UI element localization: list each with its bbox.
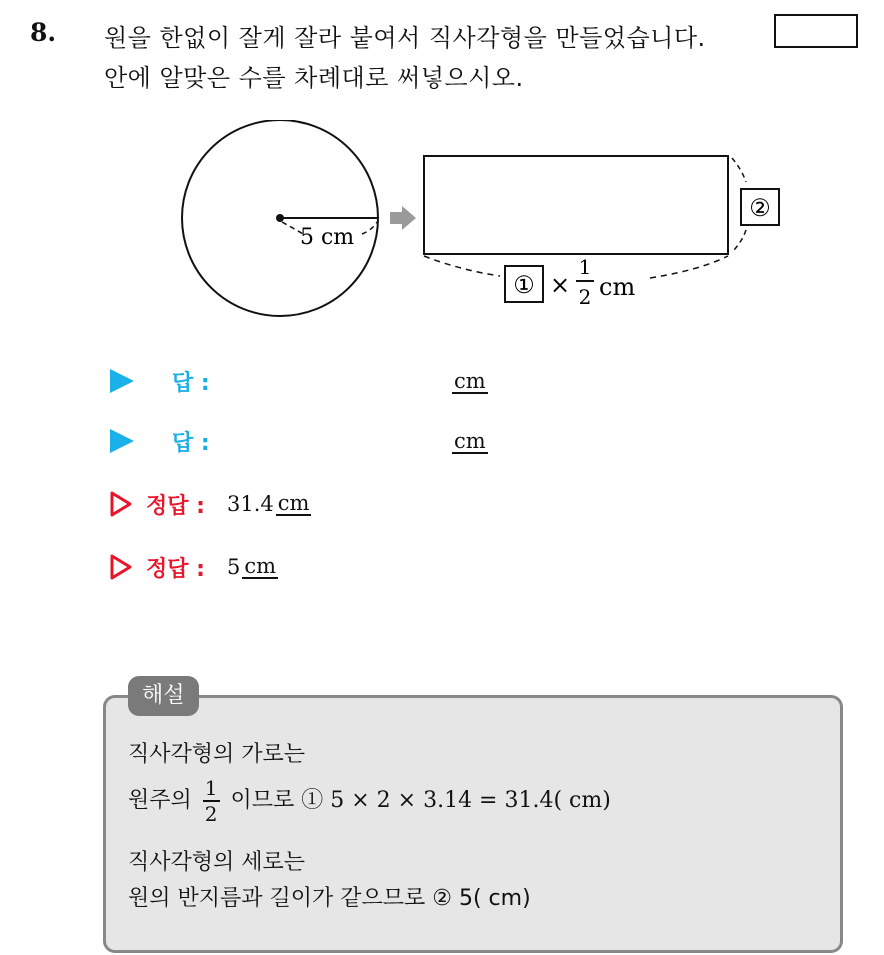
play-triangle-icon [110, 369, 134, 393]
solution-line-2-post: 이므로 ① 5 × 2 × 3.14 = 31.4( cm) [230, 788, 611, 813]
correct-value: 31.4 [226, 492, 274, 516]
solution-line-3: 직사각형의 세로는 [128, 850, 306, 875]
question-number: 8. [30, 18, 57, 47]
answer-label: 답 : [172, 430, 210, 456]
answer-unit: cm [454, 369, 486, 393]
circle-to-rectangle-figure [0, 120, 884, 320]
rectangle-shape [424, 156, 728, 254]
height-brace [732, 158, 746, 252]
times-sign: × [549, 271, 571, 299]
solution-fraction-numerator: 1 [204, 776, 218, 800]
solution-line-2 [128, 778, 611, 824]
outline-triangle-icon [110, 491, 132, 517]
correct-value: 5 [226, 555, 241, 579]
solution-line-4: 원의 반지름과 길이가 같으므로 ② 5( cm) [128, 886, 531, 911]
half-numerator: 1 [578, 255, 592, 279]
correct-unit: cm [277, 491, 310, 515]
bottom-unit: cm [599, 273, 636, 301]
answer-label: 답 : [172, 370, 210, 396]
half-denominator: 2 [578, 285, 592, 309]
solution-line-1: 직사각형의 가로는 [128, 742, 306, 767]
solution-fraction-denominator: 2 [204, 802, 218, 826]
box-1-label: ① [513, 271, 535, 299]
arrow-right-icon [390, 206, 416, 230]
correct-label: 정답 : [146, 556, 205, 582]
correct-row-1 [110, 487, 311, 521]
play-triangle-icon [110, 429, 134, 453]
solution-fraction [203, 778, 220, 824]
solution-line-2-pre: 원주의 [128, 788, 192, 813]
question-text-line1: 원을 한없이 잘게 잘라 붙여서 직사각형을 만들었습니다. [104, 24, 706, 52]
correct-unit: cm [244, 554, 277, 578]
answer-row-2 [110, 424, 210, 458]
outline-triangle-icon [110, 554, 132, 580]
answer-row-1 [110, 364, 210, 398]
correct-row-2 [110, 550, 278, 584]
correct-label: 정답 : [146, 493, 205, 519]
width-brace [424, 256, 728, 278]
radius-label: 5 cm [300, 225, 355, 250]
box-2-label: ② [749, 194, 771, 222]
blank-box [774, 14, 858, 48]
solution-tag: 해설 [128, 676, 199, 716]
answer-unit: cm [454, 429, 486, 453]
question-text-line2: 안에 알맞은 수를 차례대로 써넣으시오. [104, 64, 524, 92]
